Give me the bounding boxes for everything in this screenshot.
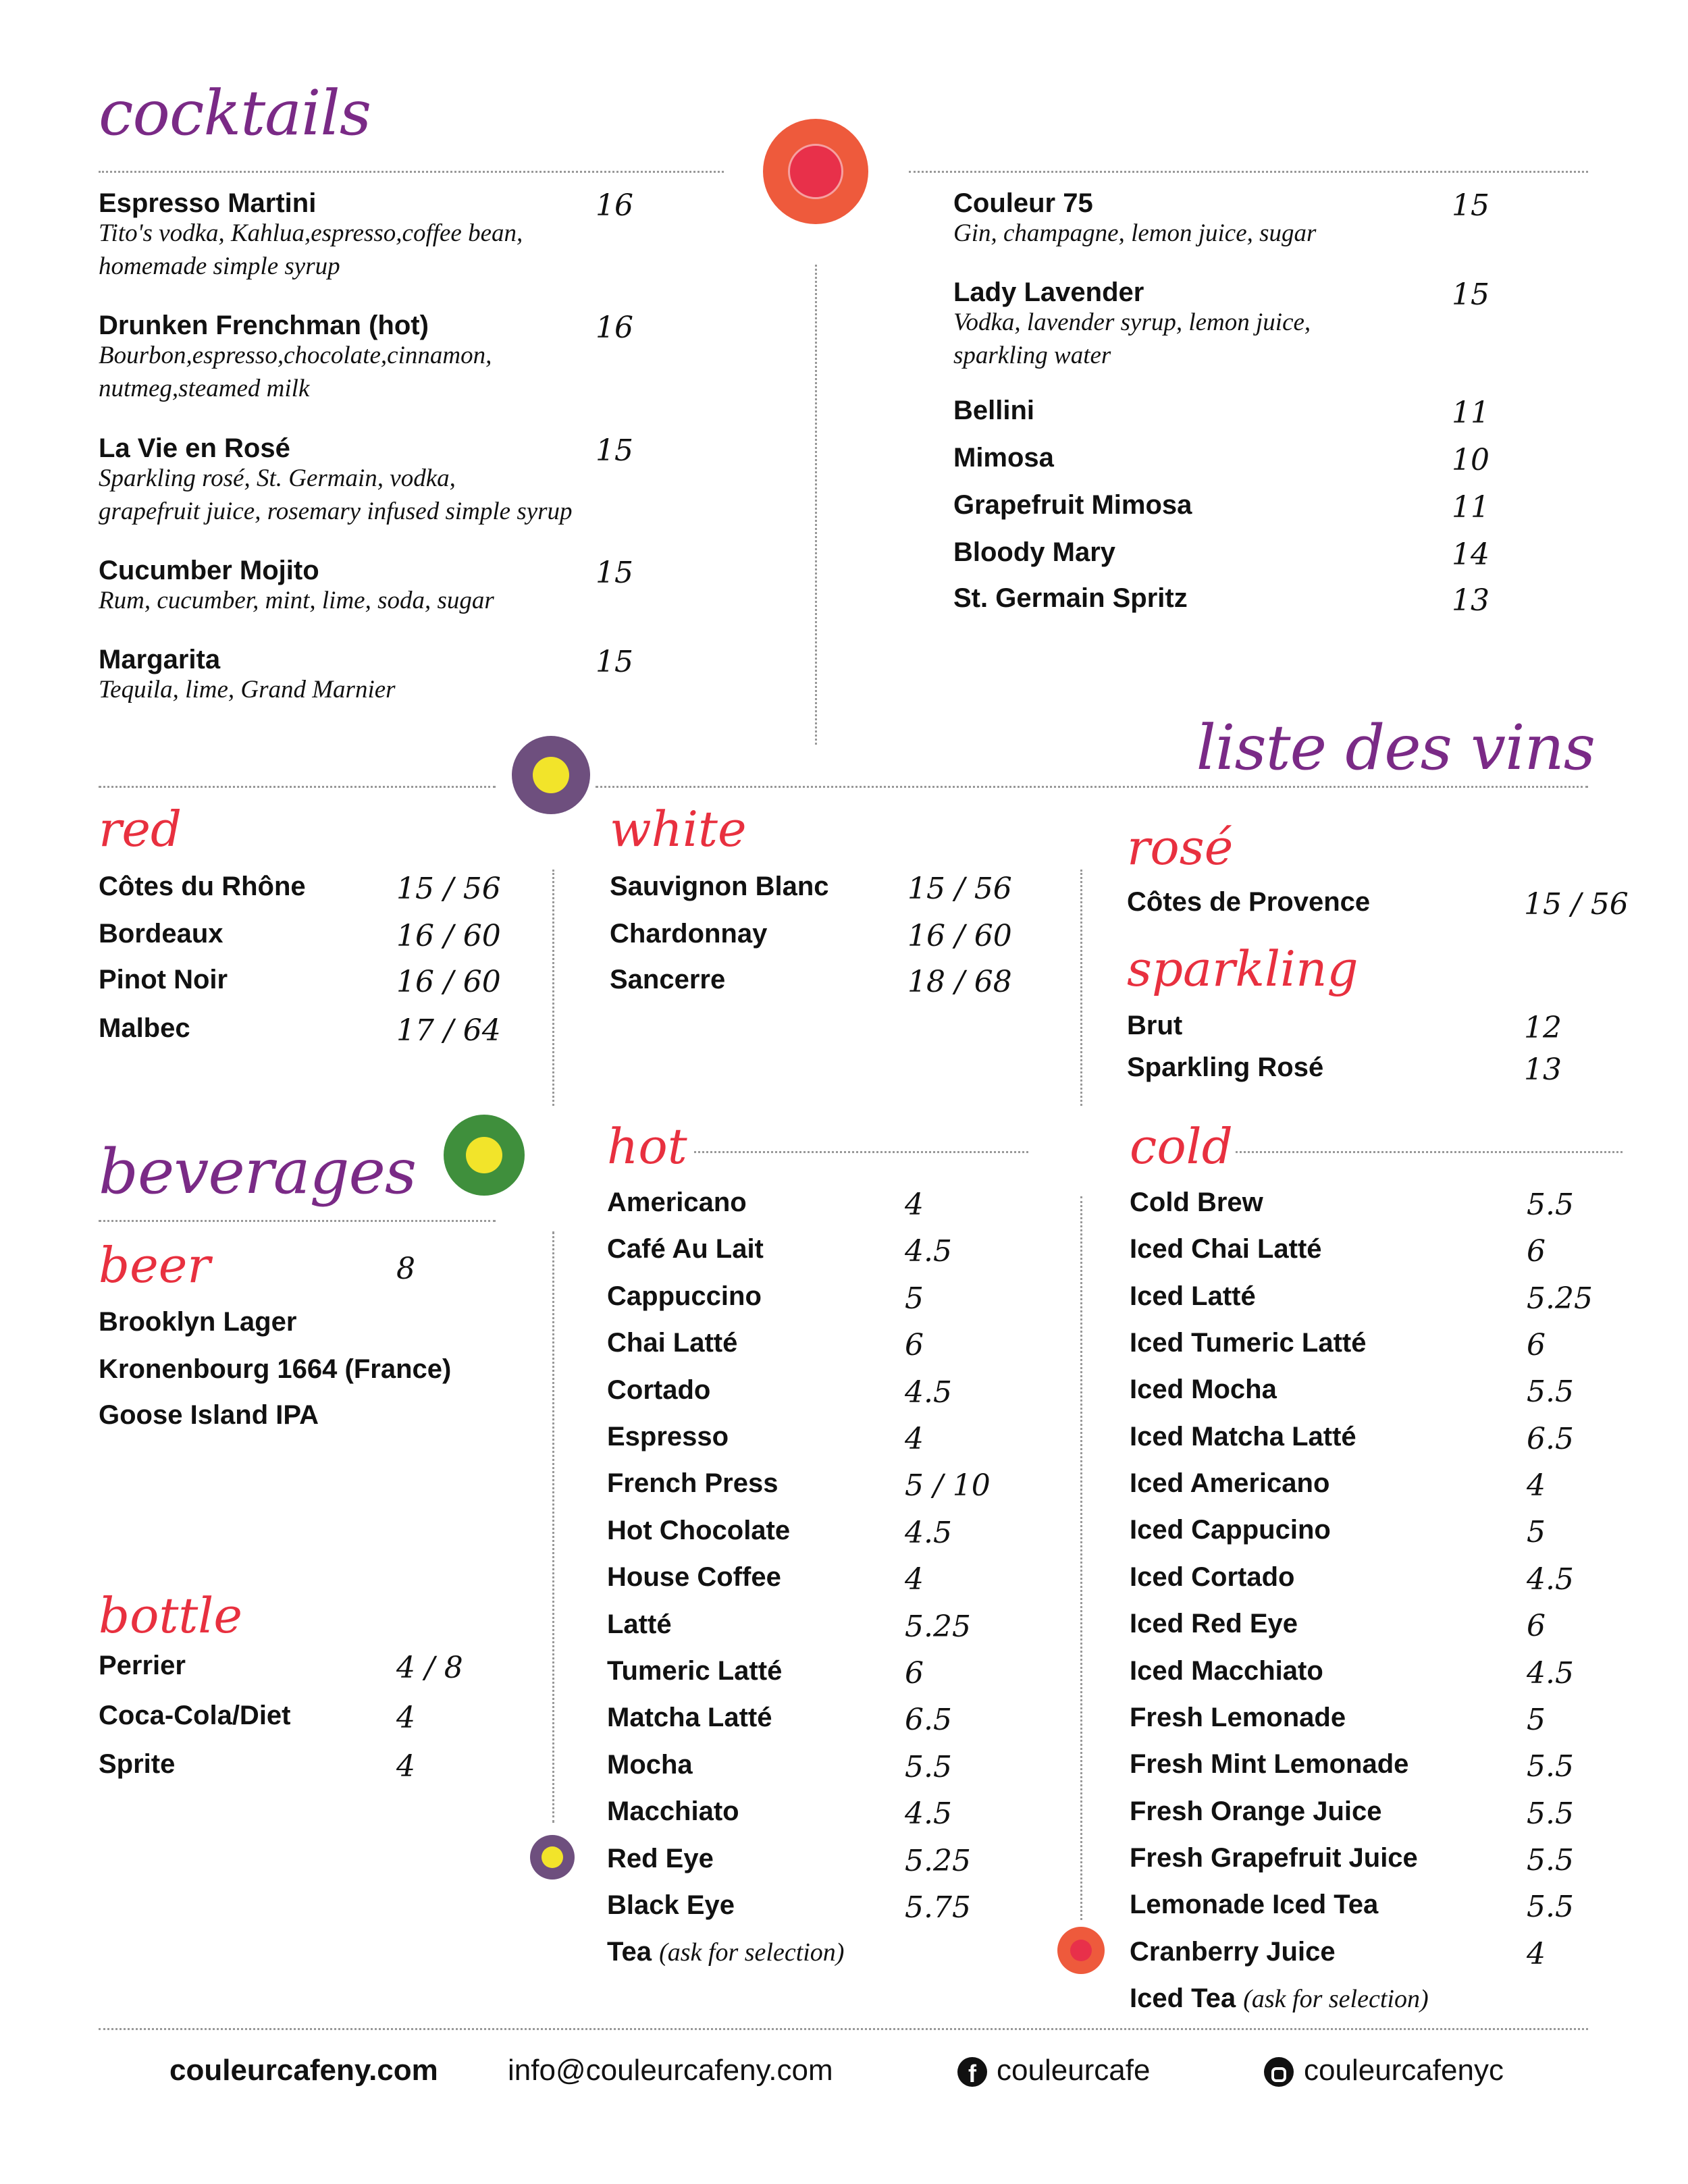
instagram-link[interactable]: couleurcafenyc xyxy=(1304,2054,1504,2087)
menu-item-price: 11 xyxy=(1452,396,1489,430)
menu-item-name: Cold Brew xyxy=(1130,1188,1263,1217)
menu-item-name: Latté xyxy=(607,1609,672,1639)
menu-item-name: Iced Mocha xyxy=(1130,1375,1277,1405)
menu-item-price: 5.5 xyxy=(905,1749,952,1784)
menu-item-name: Fresh Mint Lemonade xyxy=(1130,1749,1409,1780)
menu-item-name: Americano xyxy=(607,1188,747,1217)
menu-item-price: 4 xyxy=(905,1422,924,1456)
menu-item-name: Lady Lavender xyxy=(953,277,1144,307)
menu-item-label: Iced Tea xyxy=(1130,1983,1236,2013)
menu-item-price: 4 / 8 xyxy=(396,1651,463,1685)
red-wine-heading: red xyxy=(99,801,182,857)
menu-item-price: 6 xyxy=(1527,1234,1546,1269)
menu-item-name: Mocha xyxy=(607,1749,693,1780)
menu-item-description: grapefruit juice, rosemary infused simple syrup xyxy=(99,498,573,525)
divider xyxy=(694,1151,1028,1153)
beer-heading: beer xyxy=(99,1237,211,1294)
menu-item-price: 4.5 xyxy=(1527,1655,1574,1690)
divider xyxy=(909,171,1588,173)
menu-item-price: 5.25 xyxy=(905,1609,971,1644)
menu-item-name: Iced Latté xyxy=(1130,1281,1256,1311)
menu-item-price: 4 xyxy=(905,1188,924,1222)
menu-item-name: Drunken Frenchman (hot) xyxy=(99,311,429,340)
menu-item-price: 6 xyxy=(1527,1328,1546,1363)
menu-item-name: Brooklyn Lager xyxy=(99,1307,297,1337)
instagram-icon xyxy=(1264,2057,1294,2087)
column-divider xyxy=(552,870,554,1106)
menu-item-description: nutmeg,steamed milk xyxy=(99,375,310,402)
menu-item-name: Kronenbourg 1664 (France) xyxy=(99,1354,452,1384)
facebook-link[interactable]: couleurcafe xyxy=(997,2054,1151,2087)
menu-item-name: Cranberry Juice xyxy=(1130,1936,1336,1967)
menu-item-price: 4 xyxy=(396,1701,415,1735)
column-divider xyxy=(1080,1196,1082,1920)
menu-item-price: 5.75 xyxy=(905,1890,971,1925)
sparkling-wine-heading: sparkling xyxy=(1127,940,1359,997)
menu-item-description: homemade simple syrup xyxy=(99,252,340,280)
menu-item-name: Perrier xyxy=(99,1651,186,1680)
menu-item-price: 16 xyxy=(596,188,633,223)
menu-item-name: Macchiato xyxy=(607,1796,739,1827)
menu-item-price: 15 / 56 xyxy=(907,872,1012,906)
menu-item-price: 16 / 60 xyxy=(396,965,501,999)
menu-item-price: 6.5 xyxy=(1527,1421,1574,1456)
menu-item-name: Coca-Cola/Diet xyxy=(99,1701,291,1730)
menu-item-price: 14 xyxy=(1452,537,1489,572)
wine-list-title: liste des vins xyxy=(1196,712,1595,784)
menu-item-price: 15 / 56 xyxy=(396,872,501,906)
menu-item-name: Hot Chocolate xyxy=(607,1515,791,1545)
menu-item-price: 5.25 xyxy=(1527,1281,1593,1316)
menu-item-description: Sparkling rosé, St. Germain, vodka, xyxy=(99,464,456,492)
bottle-heading: bottle xyxy=(99,1587,242,1644)
purple-circle-decoration xyxy=(512,736,590,814)
menu-item-price: 4.5 xyxy=(905,1375,952,1410)
menu-item-name: Cortado xyxy=(607,1375,711,1405)
menu-item-price: 16 / 60 xyxy=(396,919,501,953)
menu-item-name: Black Eye xyxy=(607,1890,735,1920)
menu-item-name: Malbec xyxy=(99,1013,190,1043)
menu-item-price: 16 / 60 xyxy=(907,919,1012,953)
menu-item-price: 15 / 56 xyxy=(1524,887,1629,922)
menu-item-price: 15 xyxy=(596,556,633,590)
menu-item-price: 15 xyxy=(596,645,633,679)
menu-item-price: 18 / 68 xyxy=(907,965,1012,999)
menu-item-price: 4 xyxy=(1527,1468,1546,1503)
menu-item-price: 5.5 xyxy=(1527,1375,1574,1410)
menu-item-price: 5 xyxy=(1527,1702,1546,1737)
menu-item-name: Iced Red Eye xyxy=(1130,1609,1298,1639)
menu-item-price: 16 xyxy=(596,311,633,345)
cold-heading: cold xyxy=(1130,1118,1233,1175)
menu-item-description: Tito's vodka, Kahlua,espresso,coffee bean, xyxy=(99,219,523,247)
menu-item-name: Sancerre xyxy=(610,965,726,994)
menu-item-name: Grapefruit Mimosa xyxy=(953,490,1192,520)
menu-item-name: Cappuccino xyxy=(607,1281,762,1311)
beverages-title: beverages xyxy=(99,1136,417,1208)
menu-item-name: Iced Chai Latté xyxy=(1130,1234,1322,1264)
menu-item-description: Vodka, lavender syrup, lemon juice, xyxy=(953,309,1311,336)
green-circle-decoration xyxy=(444,1115,525,1196)
footer-divider xyxy=(99,2028,1588,2030)
menu-item-description: Tequila, lime, Grand Marnier xyxy=(99,676,396,703)
menu-item-name: Chai Latté xyxy=(607,1328,738,1358)
menu-item-price: 17 / 64 xyxy=(396,1013,501,1048)
menu-item-price: 4.5 xyxy=(905,1796,952,1832)
menu-item-name: Chardonnay xyxy=(610,919,768,949)
column-divider xyxy=(1080,870,1082,1106)
menu-item-price: 6 xyxy=(905,1328,924,1363)
menu-item-name: Fresh Grapefruit Juice xyxy=(1130,1842,1418,1873)
menu-item-name xyxy=(607,1938,844,1965)
menu-item-price: 5.5 xyxy=(1527,1188,1574,1222)
rose-wine-heading: rosé xyxy=(1127,819,1234,876)
menu-item-name: St. Germain Spritz xyxy=(953,583,1188,613)
menu-item-price: 11 xyxy=(1452,490,1489,525)
menu-item-price: 5 / 10 xyxy=(905,1468,991,1503)
menu-item-price: 5.25 xyxy=(905,1843,971,1878)
menu-item-name: La Vie en Rosé xyxy=(99,433,290,463)
menu-item-name: Margarita xyxy=(99,645,221,674)
menu-item-name: Bloody Mary xyxy=(953,537,1116,567)
menu-item-price: 13 xyxy=(1452,583,1489,618)
facebook-icon: f xyxy=(957,2057,987,2087)
white-wine-heading: white xyxy=(610,801,747,857)
menu-item-price: 5.5 xyxy=(1527,1749,1574,1784)
menu-item-name: French Press xyxy=(607,1468,779,1499)
menu-item-name: Iced Macchiato xyxy=(1130,1655,1323,1686)
beer-price: 8 xyxy=(396,1252,415,1286)
menu-item-price: 5.5 xyxy=(1527,1890,1574,1925)
menu-item-price: 15 xyxy=(1452,188,1489,223)
menu-item-name: Couleur 75 xyxy=(953,188,1093,218)
menu-item-name: Iced Cappucino xyxy=(1130,1515,1331,1545)
menu-item-price: 6 xyxy=(1527,1609,1546,1644)
menu-item-price: 6 xyxy=(905,1656,924,1690)
divider xyxy=(1236,1151,1623,1153)
menu-item-name: Iced Cortado xyxy=(1130,1562,1295,1592)
menu-item-name: Goose Island IPA xyxy=(99,1400,319,1430)
menu-item-name: Café Au Lait xyxy=(607,1234,764,1264)
menu-item-name xyxy=(1130,1985,1429,2012)
menu-item-name: House Coffee xyxy=(607,1562,781,1593)
menu-item-label: Tea xyxy=(607,1937,652,1967)
menu-item-name: Lemonade Iced Tea xyxy=(1130,1890,1379,1920)
menu-item-name: Brut xyxy=(1127,1011,1183,1040)
menu-item-name: Sprite xyxy=(99,1749,176,1779)
menu-item-price: 4.5 xyxy=(905,1515,952,1550)
menu-item-name: Mimosa xyxy=(953,443,1054,473)
menu-item-name: Bordeaux xyxy=(99,919,223,949)
menu-item-name: Bellini xyxy=(953,396,1035,425)
menu-item-name: Fresh Orange Juice xyxy=(1130,1796,1382,1826)
menu-item-name: Espresso xyxy=(607,1422,729,1451)
menu-item-name: Sparkling Rosé xyxy=(1127,1053,1324,1082)
orange-circle-decoration xyxy=(763,119,868,224)
menu-item-name: Iced Tumeric Latté xyxy=(1130,1328,1367,1358)
website-link[interactable]: couleurcafeny.com xyxy=(169,2054,438,2087)
menu-item-price: 10 xyxy=(1452,443,1489,477)
menu-item-name: Iced Americano xyxy=(1130,1468,1330,1499)
menu-item-price: 4 xyxy=(905,1562,924,1597)
menu-item-price: 12 xyxy=(1524,1011,1562,1045)
divider xyxy=(99,786,496,788)
menu-item-note: (ask for selection) xyxy=(659,1938,845,1967)
menu-item-name: Sauvignon Blanc xyxy=(610,872,829,901)
divider xyxy=(99,171,724,173)
menu-item-description: Bourbon,espresso,chocolate,cinnamon, xyxy=(99,342,492,369)
purple-circle-decoration xyxy=(530,1835,575,1880)
menu-item-price: 5.5 xyxy=(1527,1842,1574,1877)
menu-item-name: Cucumber Mojito xyxy=(99,556,319,585)
hot-heading: hot xyxy=(607,1118,687,1175)
menu-item-name: Pinot Noir xyxy=(99,965,228,994)
menu-item-description: Gin, champagne, lemon juice, sugar xyxy=(953,219,1317,247)
menu-item-name: Espresso Martini xyxy=(99,188,317,218)
menu-item-price: 5 xyxy=(905,1281,924,1316)
menu-item-price: 5.5 xyxy=(1527,1796,1574,1831)
menu-item-name: Matcha Latté xyxy=(607,1703,772,1733)
menu-item-note: (ask for selection) xyxy=(1243,1984,1429,2013)
orange-circle-decoration xyxy=(1057,1927,1105,1974)
cocktails-title: cocktails xyxy=(99,77,371,149)
menu-item-name: Côtes du Rhône xyxy=(99,872,306,901)
menu-item-name: Iced Matcha Latté xyxy=(1130,1421,1356,1451)
column-divider xyxy=(815,265,817,745)
menu-item-name: Côtes de Provence xyxy=(1127,887,1371,917)
menu-item-price: 4 xyxy=(1527,1936,1546,1971)
menu-item-price: 13 xyxy=(1524,1053,1562,1087)
divider xyxy=(596,786,1588,788)
column-divider xyxy=(552,1231,554,1823)
menu-item-price: 4.5 xyxy=(905,1234,952,1269)
email-link[interactable]: info@couleurcafeny.com xyxy=(508,2054,833,2087)
menu-item-name: Tumeric Latté xyxy=(607,1656,783,1686)
menu-item-description: sparkling water xyxy=(953,342,1111,369)
menu-item-price: 5 xyxy=(1527,1515,1546,1550)
menu-item-price: 15 xyxy=(1452,277,1489,312)
menu-item-price: 4 xyxy=(396,1749,415,1784)
menu-item-price: 4.5 xyxy=(1527,1562,1574,1597)
menu-item-price: 6.5 xyxy=(905,1703,952,1738)
menu-item-description: Rum, cucumber, mint, lime, soda, sugar xyxy=(99,587,494,614)
menu-item-name: Red Eye xyxy=(607,1843,714,1873)
menu-item-price: 15 xyxy=(596,433,633,468)
divider xyxy=(99,1220,496,1222)
menu-item-name: Fresh Lemonade xyxy=(1130,1702,1346,1732)
